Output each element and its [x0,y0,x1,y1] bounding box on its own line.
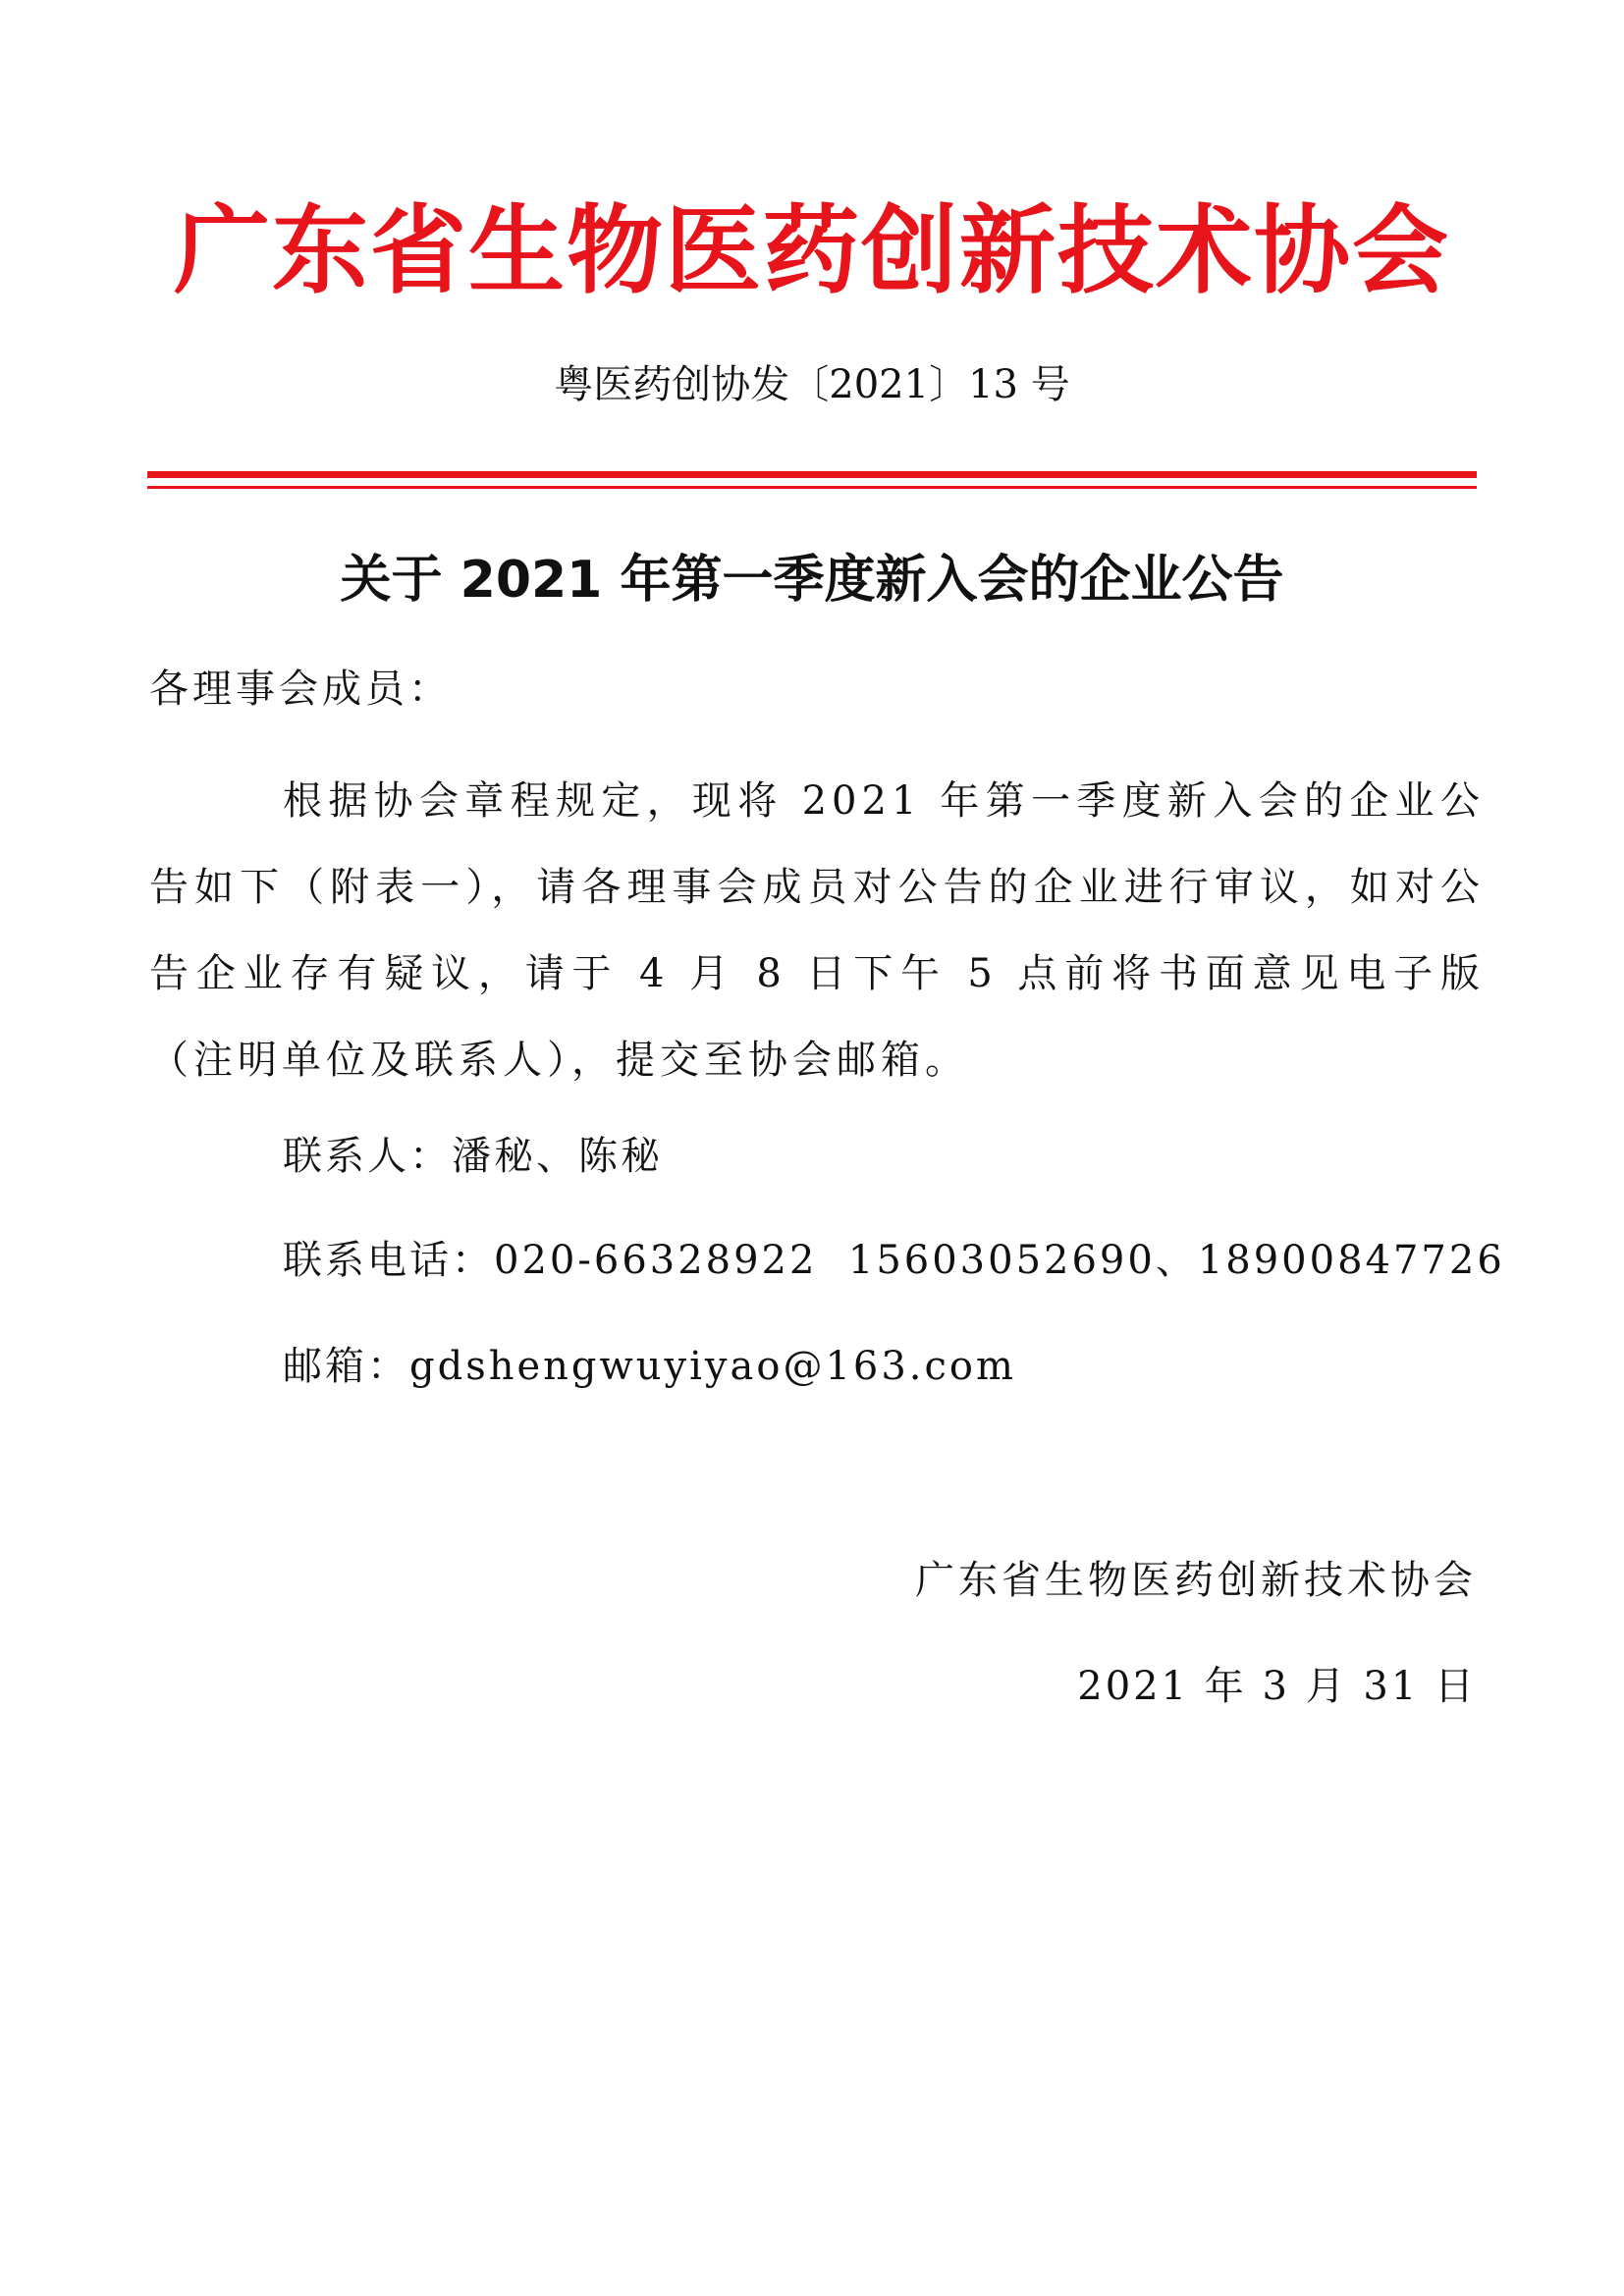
document-number: 粤医药创协发〔2021〕13 号 [554,362,1070,407]
organization-header: 广东省生物医药创新技术协会 [173,195,1450,307]
notice-title: 关于 2021 年第一季度新入会的企业公告 [340,551,1284,610]
contact-person-label: 联系人： [283,1134,452,1179]
notice-body-paragraph: 根据协会章程规定，现将 2021 年第一季度新入会的企业公告如下（附表一），请各理事会成员对公告的企业进行审议，如对公告企业存有疑议，请于 4 月 8 日下午 5 点前将书面意见电子版（注明单位及联系人），提交至协会邮箱。 [149,778,1485,1083]
header-divider-thin [147,486,1477,489]
contact-email-line [283,1337,1016,1396]
contact-email-value: gdshengwuyiyao@163.com [409,1344,1016,1389]
signature-date: 2021 年 3 月 31 日 [1077,1664,1477,1709]
contact-email-label: 邮箱： [283,1344,409,1389]
contact-phone-line [283,1231,1505,1290]
contact-phone-label: 联系电话： [283,1238,494,1283]
header-divider-thick [147,471,1477,478]
salutation: 各理事会成员： [149,667,452,712]
signature-organization: 广东省生物医药创新技术协会 [915,1558,1477,1603]
contact-phone-value: 020-66328922 15603052690、18900847726 [494,1238,1505,1283]
contact-person-line [283,1127,663,1186]
contact-person-value: 潘秘、陈秘 [452,1134,663,1179]
